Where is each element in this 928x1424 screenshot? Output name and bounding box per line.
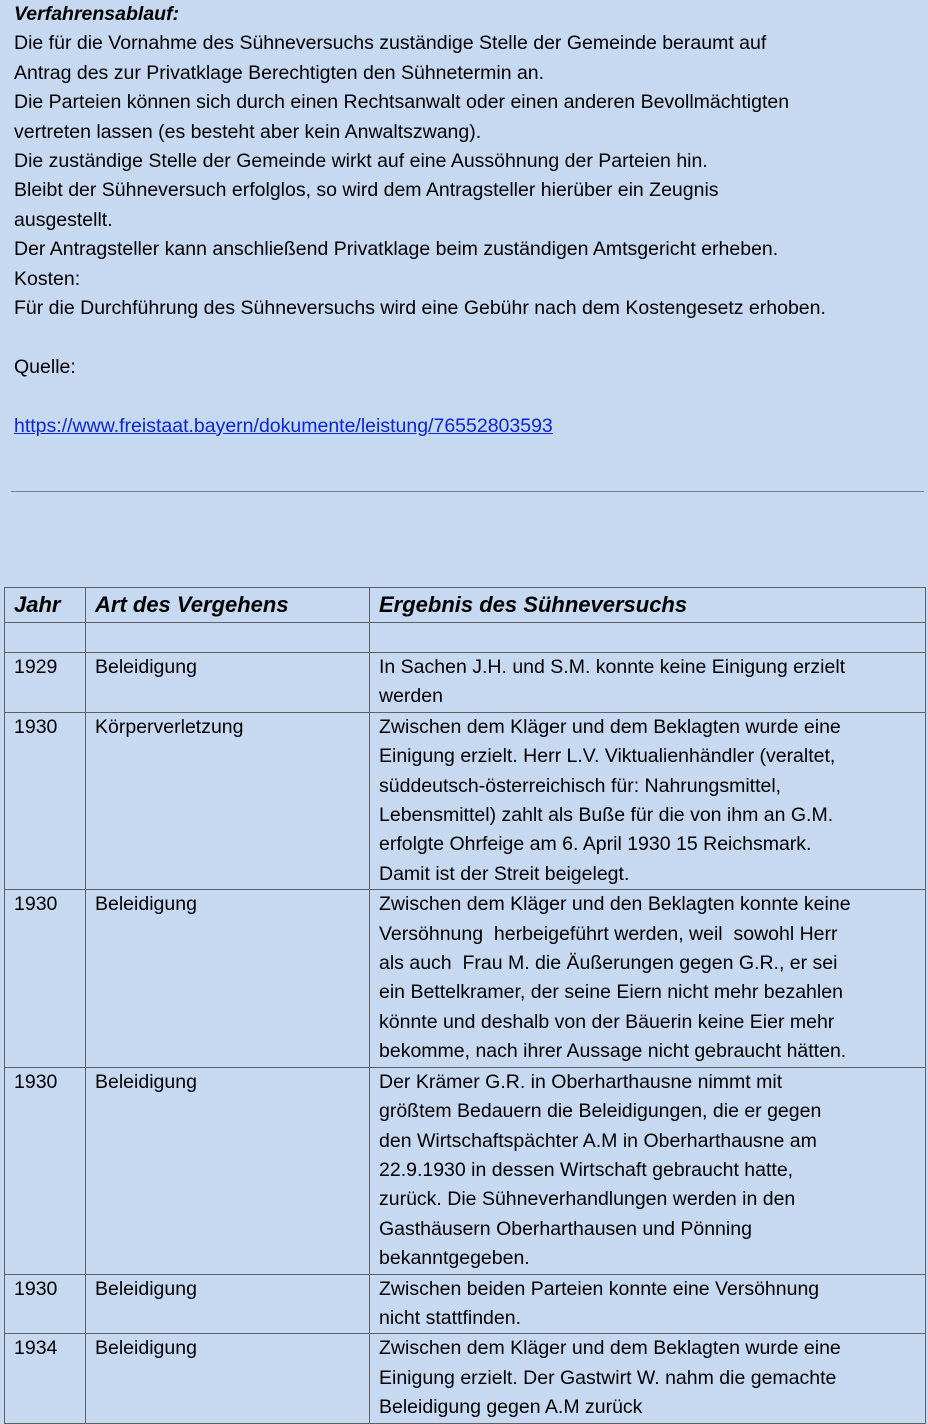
result-line: Einigung erzielt. Der Gastwirt W. nahm die gemachte [379, 1366, 837, 1389]
offense-cell: Beleidigung [86, 653, 370, 713]
text-line: Für die Durchführung des Sühneversuchs wird eine Gebühr nach dem Kostengesetz erhoben. [14, 297, 826, 320]
result-line: Zwischen dem Kläger und dem Beklagten wurde eine [379, 715, 841, 738]
offense-cell: Beleidigung [86, 1067, 370, 1274]
table-row [5, 712, 926, 889]
result-line: ein Bettelkramer, der seine Eiern nicht mehr bezahlen [379, 981, 843, 1004]
table-row [5, 1274, 926, 1334]
result-line: Der Krämer G.R. in Oberharthausne nimmt mit [379, 1070, 783, 1093]
column-header-result: Ergebnis des Sühneversuchs [370, 588, 926, 623]
offense-cell: Körperverletzung [86, 712, 370, 889]
result-line: In Sachen J.H. und S.M. konnte keine Einigung erzielt [379, 656, 846, 678]
year-cell: 1934 [5, 1334, 86, 1423]
result-line: zurück. Die Sühneverhandlungen werden in den [379, 1188, 796, 1211]
year-cell: 1930 [5, 1067, 86, 1274]
table-row [5, 653, 926, 713]
text-line: Antrag des zur Privatklage Berechtigten den Sühnetermin an. [14, 61, 545, 84]
offense-cell: Beleidigung [86, 1334, 370, 1423]
procedure-heading: Verfahrensablauf: [14, 3, 180, 25]
text-line: Bleibt der Sühneversuch erfolglos, so wird dem Antragsteller hierüber ein Zeugnis [14, 179, 719, 202]
result-line: Zwischen dem Kläger und dem Beklagten wurde eine [379, 1337, 841, 1360]
result-line: größtem Bedauern die Beleidigungen, die er gegen [379, 1100, 822, 1123]
offense-cell: Beleidigung [86, 890, 370, 1067]
table-row [5, 890, 926, 1067]
conciliation-records-table [4, 587, 926, 1424]
result-line: Versöhnung herbeigeführt werden, weil sowohl Herr [379, 922, 838, 945]
source-label: Quelle: [14, 355, 76, 378]
text-line: Der Antragsteller kann anschließend Privatklage beim zuständigen Amtsgericht erheben. [14, 238, 779, 261]
text-line: Die zuständige Stelle der Gemeinde wirkt auf eine Aussöhnung der Parteien hin. [14, 150, 708, 173]
result-cell [370, 1334, 926, 1423]
result-line: bekomme, nach ihrer Aussage nicht gebraucht hätten. [379, 1040, 847, 1063]
costs-label: Kosten: [14, 267, 81, 290]
table-row [5, 1067, 926, 1274]
result-cell [370, 653, 926, 713]
result-line: den Wirtschaftspächter A.M in Oberharthausne am [379, 1129, 817, 1152]
result-line: Einigung erzielt. Herr L.V. Viktualienhändler (veraltet, [379, 745, 836, 768]
year-cell: 1930 [5, 712, 86, 889]
text-line: Die Parteien können sich durch einen Rechtsanwalt oder einen anderen Bevollmächtigten [14, 91, 790, 114]
year-cell: 1930 [5, 1274, 86, 1334]
horizontal-divider [11, 491, 924, 492]
result-line: könnte und deshalb von der Bäuerin keine Eier mehr [379, 1010, 835, 1033]
result-line: werden [379, 685, 443, 708]
table-header-row [5, 588, 926, 623]
column-header-offense: Art des Vergehens [86, 588, 370, 623]
result-line: Zwischen dem Kläger und den Beklagten konnte keine [379, 893, 851, 916]
empty-cell [86, 623, 370, 653]
year-cell: 1930 [5, 890, 86, 1067]
result-cell [370, 1067, 926, 1274]
empty-cell [370, 623, 926, 653]
text-line: Die für die Vornahme des Sühneversuchs zuständige Stelle der Gemeinde beraumt auf [14, 32, 767, 55]
table-row [5, 1334, 926, 1423]
year-cell: 1929 [5, 653, 86, 713]
empty-row [5, 623, 926, 653]
result-line: erfolgte Ohrfeige am 6. April 1930 15 Reichsmark. [379, 833, 812, 856]
source-link[interactable]: https://www.freistaat.bayern/dokumente/leistung/76552803593 [14, 414, 553, 437]
result-line: Damit ist der Streit beigelegt. [379, 862, 630, 885]
result-cell [370, 890, 926, 1067]
result-line: Zwischen beiden Parteien konnte eine Versöhnung [379, 1277, 820, 1300]
text-line: vertreten lassen (es besteht aber kein Anwaltszwang). [14, 120, 482, 143]
result-line: 22.9.1930 in dessen Wirtschaft gebraucht hatte, [379, 1158, 794, 1181]
result-line: Lebensmittel) zahlt als Buße für die von ihm an G.M. [379, 804, 834, 827]
procedure-text [14, 0, 924, 441]
offense-cell: Beleidigung [86, 1274, 370, 1334]
result-cell [370, 712, 926, 889]
result-line: süddeutsch-österreichisch für: Nahrungsmittel, [379, 774, 782, 797]
result-line: Gasthäusern Oberharthausen und Pönning [379, 1217, 752, 1240]
result-line: nicht stattfinden. [379, 1306, 522, 1329]
result-line: als auch Frau M. die Äußerungen gegen G.R., er sei [379, 952, 838, 975]
column-header-year: Jahr [5, 588, 86, 623]
empty-cell [5, 623, 86, 653]
result-line: Beleidigung gegen A.M zurück [379, 1396, 643, 1419]
result-cell [370, 1274, 926, 1334]
result-line: bekanntgegeben. [379, 1247, 530, 1270]
text-line: ausgestellt. [14, 208, 113, 231]
